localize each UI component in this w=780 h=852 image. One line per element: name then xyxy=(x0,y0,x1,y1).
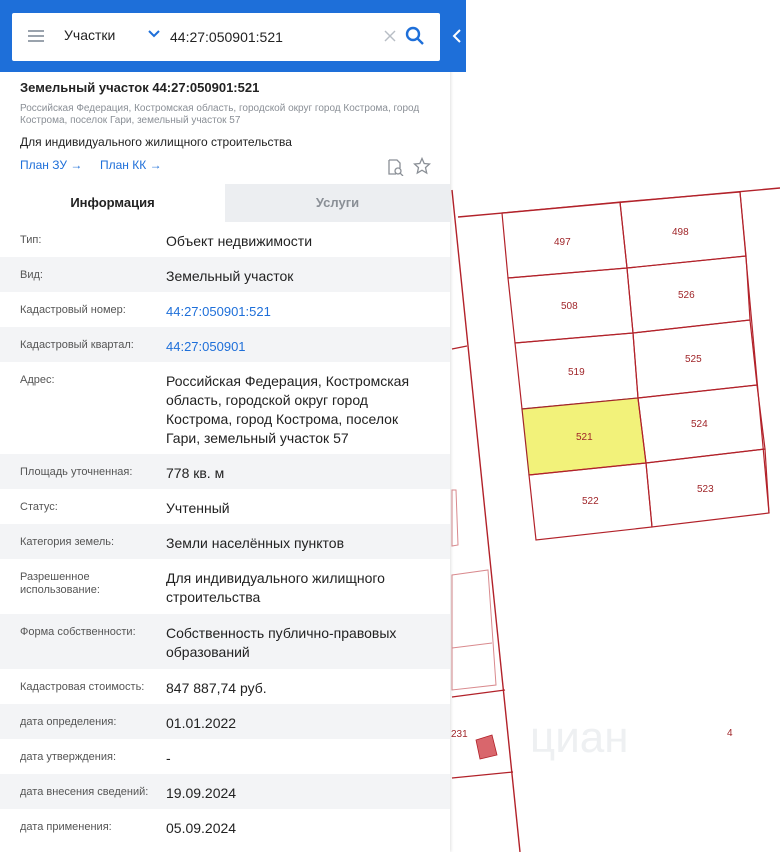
parcel-label: 523 xyxy=(697,484,714,495)
parcel-label: 525 xyxy=(685,354,702,365)
info-label: дата утверждения: xyxy=(20,751,117,763)
plan-kk-link[interactable]: План КК → xyxy=(100,158,162,172)
info-label: Кадастровый номер: xyxy=(20,304,126,316)
info-label: дата применения: xyxy=(20,821,112,833)
category-select[interactable]: Участки xyxy=(64,27,116,43)
parcel-label: 519 xyxy=(568,367,585,378)
plan-zu-link[interactable]: План ЗУ → xyxy=(20,158,83,172)
adjacent-parcel[interactable] xyxy=(452,570,496,690)
info-value: - xyxy=(166,750,171,766)
info-label: Адрес: xyxy=(20,374,55,386)
info-value: 01.01.2022 xyxy=(166,715,237,731)
search-bar xyxy=(0,0,466,72)
info-value: Земельный участок xyxy=(166,268,294,284)
info-value: Российская Федерация, Костромская область, городской округ город Кострома, город Кострома, поселок Гари, земельный участок 57 xyxy=(166,373,410,446)
tab-information[interactable]: Информация xyxy=(0,184,225,222)
info-value: Объект недвижимости xyxy=(166,233,313,249)
info-label: дата внесения сведений: xyxy=(20,786,149,798)
info-label: Кадастровая стоимость: xyxy=(20,681,145,693)
info-value: Собственность публично-правовых образований xyxy=(166,625,397,660)
info-row-entry-date xyxy=(0,774,450,809)
info-label: Категория земель: xyxy=(20,536,115,548)
info-value: 778 кв. м xyxy=(166,465,225,481)
parcel-label: 498 xyxy=(672,227,689,238)
parcel-label: 497 xyxy=(554,237,571,248)
building-footprint[interactable] xyxy=(476,735,497,759)
info-row-approval-date xyxy=(0,739,450,774)
chevron-down-icon[interactable] xyxy=(146,26,162,42)
info-row-application-date xyxy=(0,809,450,852)
info-row-cadastral-value xyxy=(0,669,450,704)
info-label: Тип: xyxy=(20,234,42,246)
cadastral-quarter-link[interactable]: 44:27:050901 xyxy=(166,339,246,354)
info-row-cadastral-number xyxy=(0,292,450,327)
object-title: Земельный участок 44:27:050901:521 xyxy=(20,80,260,95)
search-input[interactable] xyxy=(170,24,380,50)
favorite-star-icon[interactable] xyxy=(413,157,431,175)
parcel-label: 522 xyxy=(582,496,599,507)
info-label: Статус: xyxy=(20,501,58,513)
info-value: 05.09.2024 xyxy=(166,820,237,836)
parcel-label: 231 xyxy=(451,729,468,740)
hamburger-menu-icon[interactable] xyxy=(28,30,44,42)
street-boundary-line xyxy=(452,346,467,349)
tab-bar xyxy=(0,184,450,222)
object-address: Российская Федерация, Костромская область, городской округ город Кострома, город Кострома, поселок Гари, земельный участок 57 xyxy=(20,103,420,126)
object-permitted-use: Для индивидуального жилищного строительства xyxy=(20,135,292,149)
clear-icon[interactable] xyxy=(382,28,398,44)
info-row-type xyxy=(0,222,450,257)
info-label: Разрешенное использование: xyxy=(20,571,100,596)
street-boundary-line xyxy=(452,772,513,778)
info-row-address xyxy=(0,362,450,454)
cadastral-number-link[interactable]: 44:27:050901:521 xyxy=(166,304,271,319)
info-value: 19.09.2024 xyxy=(166,785,237,801)
adjacent-parcel-strip[interactable] xyxy=(452,490,458,546)
tab-services[interactable]: Услуги xyxy=(315,195,360,210)
info-label: Форма собственности: xyxy=(20,626,136,638)
info-row-determination-date xyxy=(0,704,450,739)
search-icon[interactable] xyxy=(405,26,425,46)
street-boundary-line xyxy=(452,690,505,697)
info-row-area xyxy=(0,454,450,489)
info-label: дата определения: xyxy=(20,716,117,728)
info-value: 847 887,74 руб. xyxy=(166,680,267,696)
info-value: Для индивидуального жилищного строительства xyxy=(166,570,385,605)
parcel-label: 4 xyxy=(727,728,733,739)
document-search-icon[interactable] xyxy=(386,158,404,176)
info-row-ownership xyxy=(0,614,450,669)
parcel-label: 524 xyxy=(691,419,708,430)
block-boundary-line xyxy=(740,192,769,513)
info-row-cadastral-quarter xyxy=(0,327,450,362)
object-header xyxy=(0,72,450,184)
info-row-land-category xyxy=(0,524,450,559)
map-watermark: циан xyxy=(530,713,629,762)
info-label: Кадастровый квартал: xyxy=(20,339,134,351)
info-value: Земли населённых пунктов xyxy=(166,535,345,551)
parcel-label: 526 xyxy=(678,290,695,301)
adjacent-parcel-divider xyxy=(452,643,492,648)
info-label: Площадь уточненная: xyxy=(20,466,133,478)
collapse-panel-icon[interactable] xyxy=(451,28,463,44)
info-row-kind xyxy=(0,257,450,292)
parcel-label: 521 xyxy=(576,432,593,443)
parcel-label: 508 xyxy=(561,301,578,312)
info-value: Учтенный xyxy=(166,500,230,516)
info-label: Вид: xyxy=(20,269,43,281)
search-box xyxy=(12,13,440,61)
info-row-permitted-use xyxy=(0,559,450,614)
info-row-status xyxy=(0,489,450,524)
